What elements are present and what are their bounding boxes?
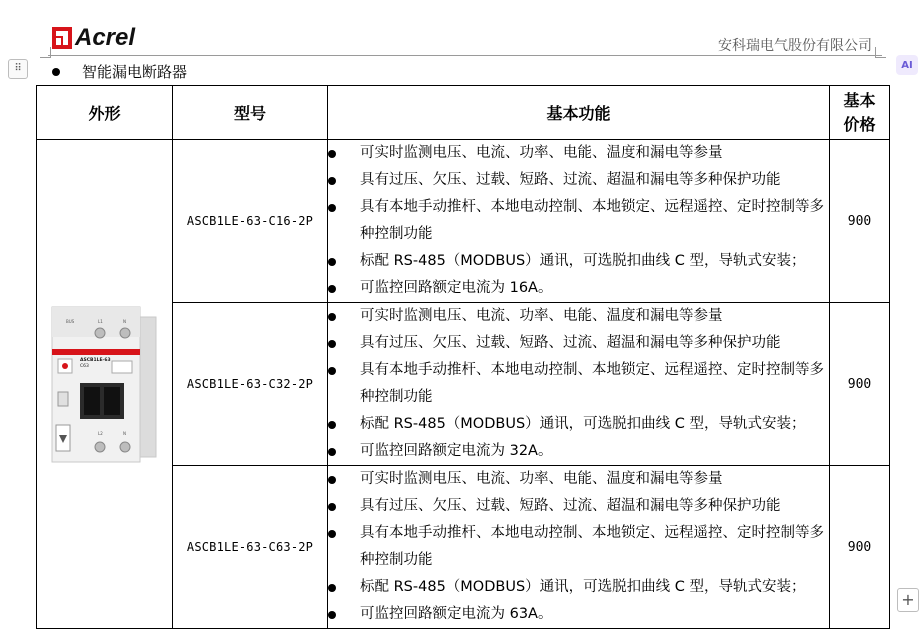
function-item: 具有本地手动推杆、本地电动控制、本地锁定、远程遥控、定时控制等多种控制功能 <box>328 357 829 411</box>
table-header-row <box>37 86 890 140</box>
section-title: 智能漏电断路器 <box>82 63 188 81</box>
bullet-icon <box>328 448 336 456</box>
function-item: 可实时监测电压、电流、功率、电能、温度和漏电等参量 <box>328 303 829 330</box>
function-item: 可监控回路额定电流为 32A。 <box>328 438 829 465</box>
terminal-bus-label: BUS <box>65 319 74 324</box>
function-item: 可实时监测电压、电流、功率、电能、温度和漏电等参量 <box>328 140 829 167</box>
terminal-l1-label: L1 <box>97 319 103 324</box>
function-item: 具有本地手动推杆、本地电动控制、本地锁定、远程遥控、定时控制等多种控制功能 <box>328 194 829 248</box>
model-cell: ASCB1LE-63-C32-2P <box>173 303 328 466</box>
header-appearance: 外形 <box>37 86 173 140</box>
bullet-icon <box>328 204 336 212</box>
bullet-icon <box>328 584 336 592</box>
header-functions: 基本功能 <box>328 86 830 140</box>
bullet-icon <box>328 530 336 538</box>
function-item: 具有过压、欠压、过载、短路、过流、超温和漏电等多种保护功能 <box>328 330 829 357</box>
logo-mark-icon <box>52 27 72 49</box>
function-item: 标配 RS-485（MODBUS）通讯，可选脱扣曲线 C 型，导轨式安装； <box>328 248 829 275</box>
functions-cell <box>328 303 830 466</box>
bullet-icon <box>328 150 336 158</box>
logo-text: Acrel <box>75 24 136 51</box>
function-item: 具有本地手动推杆、本地电动控制、本地锁定、远程遥控、定时控制等多种控制功能 <box>328 520 829 574</box>
price-cell: 900 <box>830 466 890 629</box>
bullet-icon <box>52 68 60 76</box>
product-image-cell <box>37 140 173 629</box>
function-item: 具有过压、欠压、过载、短路、过流、超温和漏电等多种保护功能 <box>328 493 829 520</box>
functions-cell <box>328 140 830 303</box>
bullet-icon <box>328 503 336 511</box>
page-corner-mark-right <box>875 47 886 58</box>
functions-cell <box>328 466 830 629</box>
bullet-icon <box>328 340 336 348</box>
function-item: 可监控回路额定电流为 63A。 <box>328 601 829 628</box>
add-block-button[interactable]: + <box>897 588 919 612</box>
terminal-l2-label: L2 <box>97 431 103 436</box>
functions-list <box>328 466 829 628</box>
functions-list <box>328 140 829 302</box>
functions-list <box>328 303 829 465</box>
breaker-image <box>50 297 160 467</box>
drag-handle-button[interactable]: ⠿ <box>8 59 28 79</box>
label-model-text: ASCB1LE-63 <box>79 358 111 363</box>
header-price-line2: 价格 <box>843 114 876 134</box>
bullet-icon <box>328 421 336 429</box>
bullet-icon <box>328 611 336 619</box>
model-cell: ASCB1LE-63-C16-2P <box>173 140 328 303</box>
header-divider <box>48 55 882 56</box>
function-item: 具有过压、欠压、过载、短路、过流、超温和漏电等多种保护功能 <box>328 167 829 194</box>
terminal-n2-label: N <box>122 431 126 436</box>
header-price <box>830 86 890 140</box>
company-name: 安科瑞电气股份有限公司 <box>718 38 872 54</box>
header-price-line1: 基本 <box>843 90 876 110</box>
function-item: 可实时监测电压、电流、功率、电能、温度和漏电等参量 <box>328 466 829 493</box>
bullet-icon <box>328 258 336 266</box>
header-model: 型号 <box>173 86 328 140</box>
product-spec-table <box>36 85 890 629</box>
section-heading <box>52 61 187 82</box>
bullet-icon <box>328 367 336 375</box>
price-cell: 900 <box>830 303 890 466</box>
table-row <box>37 140 890 303</box>
function-item: 可监控回路额定电流为 16A。 <box>328 275 829 302</box>
terminal-n-label: N <box>122 319 126 324</box>
page-corner-mark-left <box>40 47 51 58</box>
bullet-icon <box>328 177 336 185</box>
company-logo <box>52 24 135 52</box>
ai-assistant-button[interactable]: AI <box>896 55 918 75</box>
bullet-icon <box>328 476 336 484</box>
bullet-icon <box>328 313 336 321</box>
model-cell: ASCB1LE-63-C63-2P <box>173 466 328 629</box>
bullet-icon <box>328 285 336 293</box>
price-cell: 900 <box>830 140 890 303</box>
label-rating-text: C63 <box>79 364 89 369</box>
function-item: 标配 RS-485（MODBUS）通讯，可选脱扣曲线 C 型，导轨式安装； <box>328 411 829 438</box>
function-item: 标配 RS-485（MODBUS）通讯，可选脱扣曲线 C 型，导轨式安装； <box>328 574 829 601</box>
